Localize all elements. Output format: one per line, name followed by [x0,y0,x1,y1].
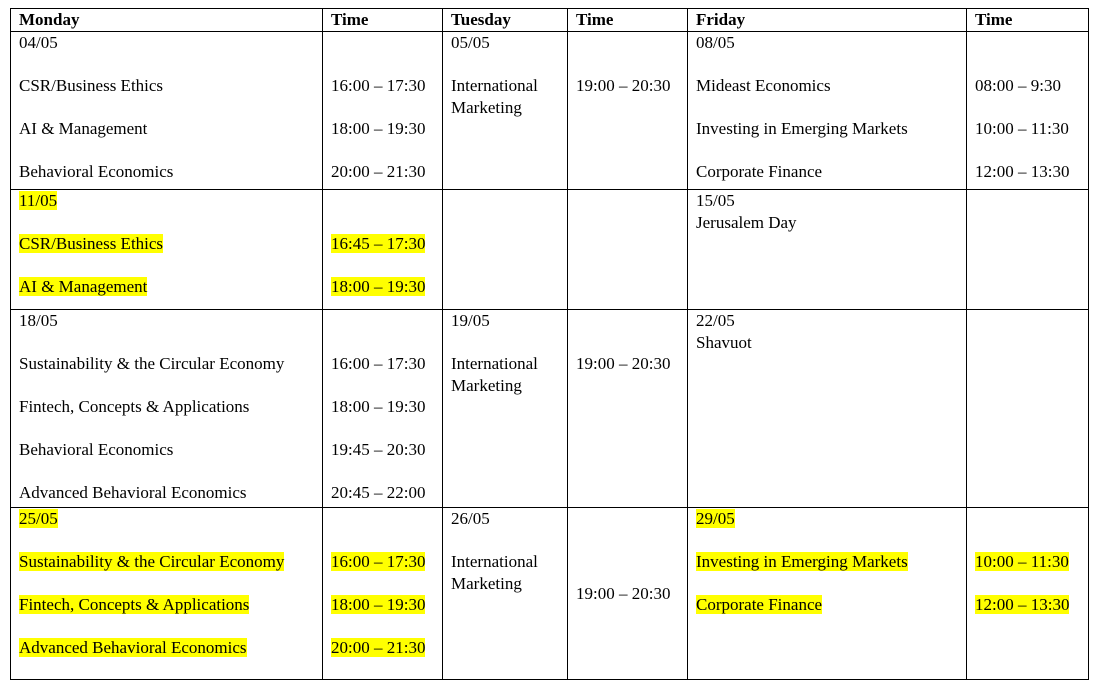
tuesday-cell [443,508,568,680]
time-label: 18:00 – 19:30 [331,595,426,614]
header-tuesday: Tuesday [443,9,568,32]
time-label: 08:00 – 9:30 [975,76,1061,95]
friday-cell [688,32,967,190]
course-label: Corporate Finance [696,162,823,181]
tuesday-time-cell [568,310,688,508]
course-label: Behavioral Economics [19,440,174,459]
friday-cell [688,190,967,310]
monday-cell [11,190,323,310]
header-row [11,9,1089,32]
course-label: Fintech, Concepts & Applications [19,595,250,614]
monday-time-cell [323,32,443,190]
tuesday-cell [443,32,568,190]
course-label: Sustainability & the Circular Economy [19,354,285,373]
time-label: 18:00 – 19:30 [331,277,426,296]
tuesday-time-cell [568,508,688,680]
week-row-2 [11,190,1089,310]
time-label: 18:00 – 19:30 [331,119,426,138]
course-label: Sustainability & the Circular Economy [19,552,285,571]
time-label: 19:00 – 20:30 [576,583,671,603]
time-label: 12:00 – 13:30 [975,595,1070,614]
course-label: Corporate Finance [696,595,823,614]
time-label: 20:00 – 21:30 [331,162,426,181]
monday-time-cell [323,190,443,310]
monday-cell [11,310,323,508]
time-label: 19:45 – 20:30 [331,440,426,459]
tuesday-cell [443,190,568,310]
friday-time-cell [967,310,1089,508]
friday-time-cell [967,508,1089,680]
course-label: Investing in Emerging Markets [696,552,908,571]
course-label: Behavioral Economics [19,162,174,181]
friday-cell [688,310,967,508]
course-label: CSR/Business Ethics [19,234,164,253]
time-label: 18:00 – 19:30 [331,397,426,416]
date-label: 19/05 [451,311,490,330]
friday-time-cell [967,190,1089,310]
time-label: 20:00 – 21:30 [331,638,426,657]
time-label: 19:00 – 20:30 [576,354,671,373]
date-label: 08/05 [696,33,735,52]
time-label: 16:00 – 17:30 [331,354,426,373]
course-label: International Marketing [451,354,538,395]
holiday-label: Jerusalem Day [696,213,797,232]
week-row-1 [11,32,1089,190]
course-label: International Marketing [451,552,538,593]
week-row-4 [11,508,1089,680]
holiday-label: Shavuot [696,333,752,352]
time-label: 10:00 – 11:30 [975,119,1069,138]
date-label: 05/05 [451,33,490,52]
course-label: Mideast Economics [696,76,831,95]
date-label: 18/05 [19,311,58,330]
date-label: 29/05 [696,509,735,528]
time-label: 10:00 – 11:30 [975,552,1069,571]
monday-time-cell [323,310,443,508]
date-label: 22/05 [696,311,735,330]
time-label: 16:45 – 17:30 [331,234,426,253]
friday-time-cell [967,32,1089,190]
schedule-table [10,8,1089,680]
time-label: 19:00 – 20:30 [576,76,671,95]
header-time-tuesday: Time [568,9,688,32]
monday-cell [11,32,323,190]
course-label: AI & Management [19,119,148,138]
date-label: 25/05 [19,509,58,528]
course-label: CSR/Business Ethics [19,76,164,95]
course-label: Advanced Behavioral Economics [19,483,247,502]
tuesday-time-cell [568,190,688,310]
monday-time-cell [323,508,443,680]
tuesday-cell [443,310,568,508]
header-monday: Monday [11,9,323,32]
time-label: 20:45 – 22:00 [331,483,426,502]
date-label: 11/05 [19,191,58,210]
monday-cell [11,508,323,680]
course-label: Investing in Emerging Markets [696,119,908,138]
tuesday-time-cell [568,32,688,190]
header-time-friday: Time [967,9,1089,32]
time-label: 16:00 – 17:30 [331,552,426,571]
course-label: Fintech, Concepts & Applications [19,397,250,416]
time-label: 16:00 – 17:30 [331,76,426,95]
date-label: 15/05 [696,191,735,210]
course-label: Advanced Behavioral Economics [19,638,247,657]
header-time-monday: Time [323,9,443,32]
friday-cell [688,508,967,680]
date-label: 26/05 [451,509,490,528]
header-friday: Friday [688,9,967,32]
week-row-3 [11,310,1089,508]
course-label: AI & Management [19,277,148,296]
time-label: 12:00 – 13:30 [975,162,1070,181]
course-label: International Marketing [451,76,538,117]
date-label: 04/05 [19,33,58,52]
